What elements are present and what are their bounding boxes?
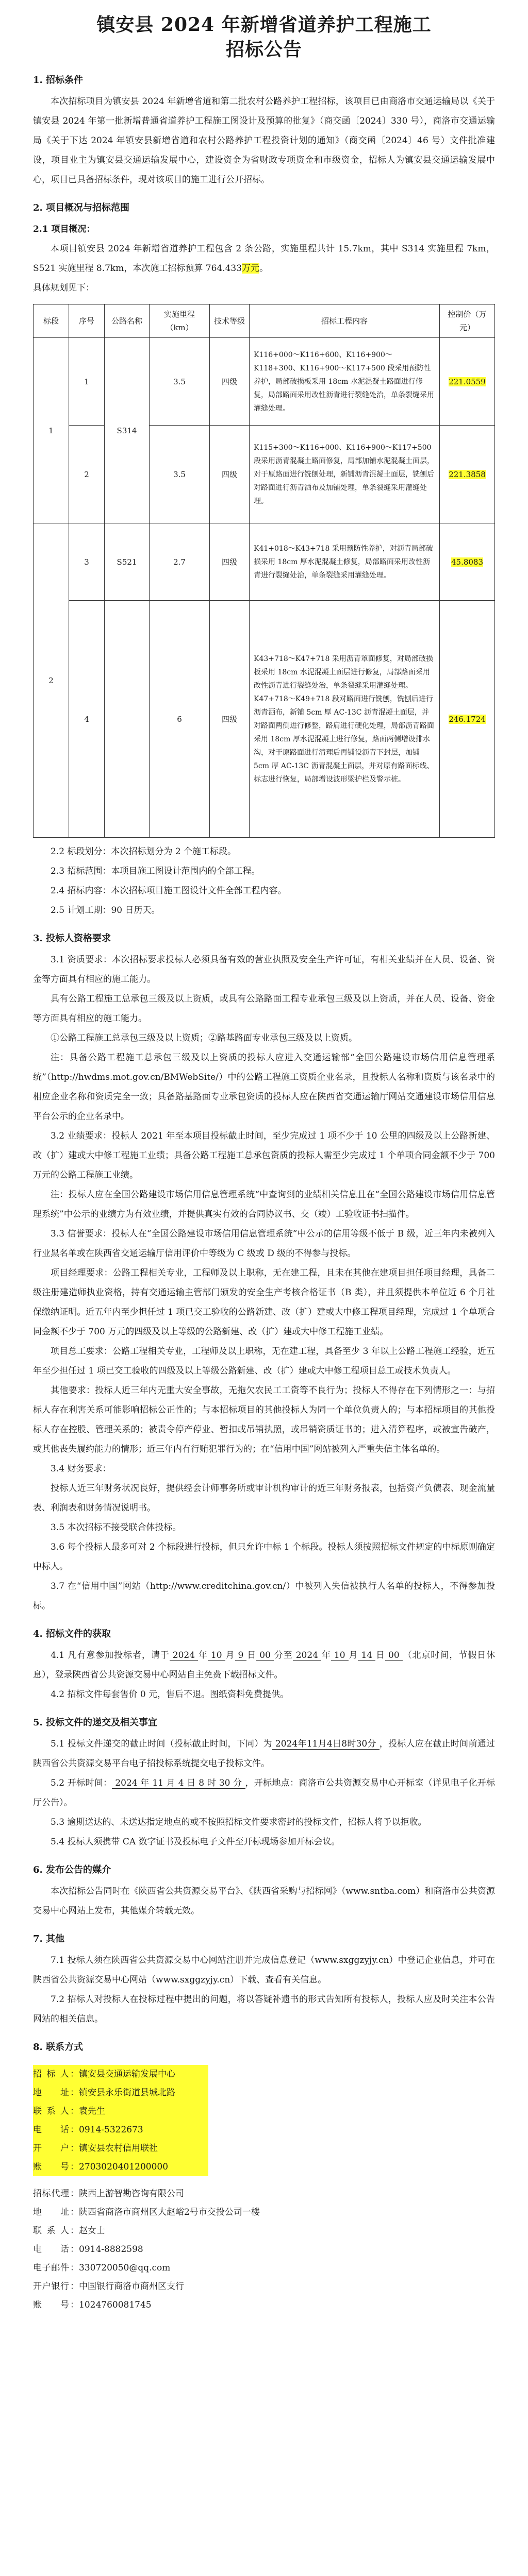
contact-key: 招标代理 [33, 2189, 69, 2199]
section-3-p4: 注：具备公路工程施工总承包三级及以上资质的投标人应进入交通运输部“全国公路建设市场信用信息管理系统”（http://hwdms.mot.gov.cn/BMWebSite/）中的公路工程施工资质企业名录，且投标人名称和资质与该名录中的相应企业名称和资质完全一致；具备路基路面专业承包资质的投标人应在陕西省交通运输厅网站交通建设市场信用信息平台公示的企业名录中。 [33, 1053, 495, 1122]
cell-grade: 四级 [210, 338, 250, 426]
section-1-heading: 1. 招标条件 [33, 75, 84, 86]
s4-year-label-2: 年 [321, 1650, 331, 1660]
cell-desc: K116+000～K116+600、K116+900～K118+300、K116+900～K117+500 段采用预防性养护，局部破损板采用 18cm 水泥混凝土路面进行修复，局部路面采用改性沥青进行裂缝处治，单条裂缝采用灌缝处理。 [250, 338, 440, 426]
s4-year2: 2024 [293, 1650, 321, 1661]
section-4-p2: 4.2 招标文件每套售价 0 元，售后不退。图纸资料免费提供。 [51, 1689, 289, 1700]
section-8-heading: 8. 联系方式 [33, 2042, 84, 2053]
th-desc: 招标工程内容 [250, 304, 440, 338]
section-2-4: 2.4 招标内容：本次招标项目施工图设计文件全部工程内容。 [51, 886, 287, 896]
cell-lot: 1 [34, 338, 69, 523]
price-value: 221.0559 [449, 377, 486, 386]
contact-value: 1024760081745 [79, 2300, 152, 2310]
th-grade: 技术等级 [210, 304, 250, 338]
section-3-p7: 3.3 信誉要求：投标人在“全国公路建设市场信用信息管理系统”中公示的信用等级不低于 B 级，近三年内未被列入行业黑名单或在陕西省交通运输厅信用评价中等级为 C 级或 D 级的不得参与投标。 [33, 1229, 495, 1259]
s5-open-place: ，开标地点：商洛市公共资源交易中心开标室（详见电子化开标厅公告）。 [33, 1778, 495, 1808]
s4-month-label: 月 [225, 1650, 235, 1660]
th-lot: 标段 [34, 304, 69, 338]
table-row [34, 426, 495, 523]
contact-row: 开户 ： 镇安县农村信用联社 [33, 2139, 208, 2158]
title-line-1: 镇安县 2024 年新增省道养护工程施工 [96, 14, 432, 36]
cell-road: S314 [105, 338, 150, 523]
section-3-p9: 项目总工要求：公路工程相关专业，工程师及以上职称，无在建工程，具备至少 3 年以上公路工程施工经验，近五年至少担任过 1 项已交工验收的四级及以上等级公路新建、改（扩）建或大中修工程项目总工或技术负责人。 [33, 1346, 495, 1376]
contact-key: 开户银行 [33, 2281, 69, 2292]
cell-grade: 四级 [210, 426, 250, 523]
contact-key: 电话 [33, 2244, 69, 2255]
section-3-p11: 3.4 财务要求： [51, 1464, 111, 1474]
section-3-p8: 项目经理要求：公路工程相关专业，工程师及以上职称，无在建工程，且未在其他在建项目担任项目经理，具备二级注册建造师执业资格，持有交通运输主管部门颁发的安全生产考核合格证书（B 类），并且须提供本单位近 6 个月社保缴纳证明。近五年内至少担任过 1 项已交工验收的公路新建、改（扩）建或大中修工程项目经理，完成过 1 个单项合同金额不少于 700 万元的四级及以上等级的公路新建、改（扩）建或大中修工程施工业绩。 [33, 1268, 495, 1337]
section-6-heading: 6. 发布公告的媒介 [33, 1865, 111, 1875]
s4-day2: 14 [358, 1650, 375, 1661]
cell-road-empty [105, 601, 150, 838]
contact-key: 联系人 [33, 2106, 69, 2116]
s5-open-date: 2024 年 11 月 4 日 8 时 30 分 [112, 1778, 245, 1789]
budget-unit: 万元 [242, 263, 260, 274]
price-value: 246.1724 [449, 714, 486, 724]
section-7-heading: 7. 其他 [33, 1934, 65, 1944]
contact-value: 赵女士 [79, 2226, 105, 2236]
cell-road: S521 [105, 523, 150, 601]
contact-value: 中国银行商洛市商州区支行 [79, 2281, 184, 2292]
th-seq: 序号 [69, 304, 105, 338]
s4-day-label-2: 日 [375, 1650, 385, 1660]
section-3-p13: 3.5 本次招标不接受联合体投标。 [51, 1522, 182, 1533]
contact-row: 电话 ： 0914-8882598 [33, 2240, 495, 2259]
contact-key: 地址 [33, 2088, 69, 2098]
contact-value: 2703020401200000 [79, 2162, 169, 2172]
contact-row: 地址 ： 镇安县永乐街道县城北路 [33, 2083, 208, 2102]
section-5-heading: 5. 投标文件的递交及相关事宜 [33, 1717, 158, 1728]
s4-time2: 00 [385, 1650, 403, 1661]
s4-day-label: 日 [246, 1650, 257, 1660]
cell-price [440, 338, 495, 426]
price-value: 45.8083 [451, 557, 484, 567]
s4-to: 分至 [273, 1650, 293, 1660]
cell-price [440, 601, 495, 838]
section-4-p1 [33, 1646, 495, 1685]
cell-seq: 1 [69, 338, 105, 426]
section-3-p6: 注：投标人应在全国公路建设市场信用信息管理系统“中查询到的业绩相关信息且在“全国公路建设市场信用信息管理系统”中公示的业绩方为有效业绩，并提供真实有效的合同协议书、交（竣）工验收证书扫描件。 [33, 1190, 495, 1219]
contact-value: 袁先生 [79, 2106, 105, 2116]
section-6-p1: 本次招标公告同时在《陕西省公共资源交易平台》、《陕西省采购与招标网》（www.sntba.com）和商洛市公共资源交易中心网站上发布，其他媒介转载无效。 [33, 1886, 495, 1916]
s5-deadline: 2024年11月4日8时30分 [272, 1739, 380, 1750]
contact-row: 电话 ： 0914-5322673 [33, 2121, 208, 2139]
contact-value: 0914-5322673 [79, 2125, 143, 2135]
contact-key: 账号 [33, 2162, 69, 2172]
section-3-p3: ①公路工程施工总承包三级及以上资质；②路基路面专业承包三级及以上资质。 [51, 1033, 357, 1043]
contact-key: 联系人 [33, 2226, 69, 2236]
section-5-p1 [33, 1734, 495, 1773]
section-5-p2 [33, 1773, 495, 1812]
section-7-p2: 7.2 招标人对投标人在投标过程中提出的问题，将以答疑补遗书的形式告知所有投标人，投标人应及时关注本公告网站的相关信息。 [33, 1994, 495, 2024]
tenderer-contacts [33, 2065, 495, 2176]
cell-price [440, 523, 495, 601]
section-3-p5: 3.2 业绩要求：投标人 2021 年至本项目投标截止时间，至少完成过 1 项不少于 10 公里的四级及以上公路新建、改（扩）建或大中修工程施工业绩；具备公路工程施工总承包资质的投标人需至少完成过 1 个单项合同金额不少于 700 万元的公路工程施工业绩。 [33, 1131, 495, 1180]
cell-desc: K41+018～K43+718 采用预防性养护，对沥青局部破损采用 18cm 厚水泥混凝土修复，局部路面采用改性沥青进行裂缝处治，单条裂缝采用灌缝处理。 [250, 523, 440, 601]
section-3-p1: 3.1 资质要求：本次招标要求投标人必须具备有效的营业执照及安全生产许可证，有相关业绩并在人员、设备、资金等方面具有相应的施工能力。 [33, 955, 495, 985]
contact-key: 电子邮件 [33, 2263, 69, 2273]
th-price: 控制价（万元） [440, 304, 495, 338]
section-2-heading: 2. 项目概况与招标范围 [33, 202, 130, 213]
contact-value[interactable]: 330720050@qq.com [79, 2263, 171, 2273]
section-3-p15: 3.7 在“信用中国”网站（http://www.creditchina.gov.cn/）中被列入失信被执行人名单的投标人，不得参加投标。 [33, 1581, 495, 1611]
contact-row: 联系人 ： 袁先生 [33, 2102, 208, 2121]
contact-key: 招标人 [33, 2069, 69, 2079]
contact-row: 开户银行 ： 中国银行商洛市商州区支行 [33, 2277, 495, 2296]
section-2-2: 2.2 标段划分：本次招标划分为 2 个施工标段。 [51, 846, 237, 857]
s4-year1: 2024 [170, 1650, 198, 1661]
contact-row: 联系人 ： 赵女士 [33, 2222, 495, 2240]
cell-km: 6 [150, 601, 210, 838]
s5-open-label: 5.2 开标时间： [51, 1778, 112, 1788]
s4-time1: 00 [256, 1650, 274, 1661]
section-3-p14: 3.6 每个投标人最多可对 2 个标段进行投标，但只允许中标 1 个标段。投标人须按照招标文件规定的中标原则确定中标人。 [33, 1542, 495, 1572]
section-7-p1: 7.1 投标人须在陕西省公共资源交易中心网站注册并完成信息登记（www.sxggzyjy.cn）中登记企业信息，并可在陕西省公共资源交易中心网站（www.sxggzyjy.cn）下载、查看有关信息。 [33, 1955, 495, 1985]
section-2-5: 2.5 计划工期：90 日历天。 [51, 905, 160, 916]
cell-desc: K43+718～K47+718 采用沥青罩面修复，对局部破损板采用 18cm 水泥混凝土面层进行修复，局部路面采用改性沥青进行裂缝处治，单条裂缝采用灌缝处理。K47+718～K49+718 段对路面进行铣刨，铣刨后进行沥青洒布，新铺 5cm 厚 AC-13C 沥青混凝土面层，并对路面两侧进行修整，路肩进行硬化处理，局部沥青路面采用 18cm 厚水泥混凝土进行修复，路面两侧增设排水沟，对于原路面进行清理后再铺设沥青下封层，加铺 5cm 厚 AC-13C 沥青混凝土面层，并对原有路面标线、标志进行恢复，局部增设波形梁护栏及警示桩。 [250, 601, 440, 838]
contact-value: 镇安县永乐街道县城北路 [79, 2088, 175, 2098]
contact-row: 账号 ： 1024760081745 [33, 2296, 495, 2314]
contact-value: 镇安县交通运输发展中心 [79, 2069, 175, 2079]
cell-price [440, 426, 495, 523]
contact-row: 地址 ： 陕西省商洛市商州区大赵峪2号市交投公司一楼 [33, 2203, 495, 2222]
cell-grade: 四级 [210, 601, 250, 838]
section-1-paragraph: 本次招标项目为镇安县 2024 年新增省道和第二批农村公路养护工程招标，该项目已由商洛市交通运输局以《关于镇安县 2024 年第一批新增普通省道养护工程施工图设计及预算的批复》（商交函〔2024〕330 号），商洛市交通运输局《关于下达 2024 年镇安县新增省道和农村公路养护工程投资计划的通知》（商交函〔2024〕46 号）文件批准建设，项目业主为镇安县交通运输发展中心，建设资金为省财政专项资金和市级资金，招标人为镇安县交通运输发展中心，项目已具备招标条件，现对该项目的施工进行公开招标。 [33, 96, 495, 185]
contact-key: 电话 [33, 2125, 69, 2135]
price-value: 221.3858 [449, 469, 486, 479]
cell-seq: 4 [69, 601, 105, 838]
section-2-1-heading: 2.1 项目概况： [33, 224, 95, 234]
cell-grade: 四级 [210, 523, 250, 601]
section-3-p10: 其他要求：投标人近三年内无重大安全事故，无拖欠农民工工资等不良行为；投标人不得存在下列情形之一：与招标人存在利害关系可能影响招标公正性的；与本招标项目的其他投标人为同一个单位负责人的；与本招标项目的其他投标人存在控股、管理关系的；被责令停产停业、暂扣或吊销执照，或吊销资质证书的；进入清算程序，或被宣告破产，或其他丧失履约能力的情形；近三年内有行贿犯罪行为的；在“信用中国”网站被列入严重失信主体名单的。 [33, 1385, 495, 1454]
cell-seq: 2 [69, 426, 105, 523]
contact-row: 招标代理 ： 陕西上游智勘咨询有限公司 [33, 2184, 495, 2203]
contact-row: 电子邮件 ： 330720050@qq.com [33, 2259, 495, 2277]
section-5-p4: 5.4 投标人须携带 CA 数字证书及投标电子文件至开标现场参加开标会议。 [51, 1837, 340, 1847]
cell-km: 2.7 [150, 523, 210, 601]
s5-text-a: 5.1 投标文件递交的截止时间（投标截止时间，下同）为 [51, 1739, 272, 1749]
s4-month-label-2: 月 [348, 1650, 358, 1660]
section-3-p12: 投标人近三年财务状况良好，提供经会计师事务所或审计机构审计的近三年财务报表，包括资产负债表、现金流量表、利润表和财务情况说明书。 [33, 1483, 495, 1513]
th-road: 公路名称 [105, 304, 150, 338]
contact-value: 陕西省商洛市商州区大赵峪2号市交投公司一楼 [79, 2207, 260, 2217]
contact-row: 招标人 ： 镇安县交通运输发展中心 [33, 2065, 208, 2083]
cell-lot: 2 [34, 523, 69, 838]
page-title [33, 12, 495, 62]
contact-key: 账号 [33, 2300, 69, 2310]
contact-value: 0914-8882598 [79, 2244, 143, 2255]
s4-month2: 10 [331, 1650, 349, 1661]
cell-km: 3.5 [150, 338, 210, 426]
contact-row: 账号 ： 2703020401200000 [33, 2158, 208, 2176]
s5-text-b: ，投标人应在截止时间前通过陕西省公共资源交易平台电子招投标系统提交电子投标文件。 [33, 1739, 495, 1769]
s4-text-g: （北京时间，节假日休息），登录陕西省公共资源交易中心网站自主免费下载招标文件。 [33, 1650, 496, 1680]
s4-year-label: 年 [198, 1650, 208, 1660]
th-km: 实施里程（km） [150, 304, 210, 338]
contact-value: 镇安县农村信用联社 [79, 2143, 158, 2154]
cell-desc: K115+300～K116+000、K116+900～K117+500 段采用沥青混凝土路面修复，局部加铺水泥混凝土面层，对于原路面进行铣刨处理，新铺沥青混凝土面层，铣刨后对路面进行沥青洒布及加铺处理，单条裂缝采用灌缝处理。 [250, 426, 440, 523]
section-4-heading: 4. 招标文件的获取 [33, 1629, 111, 1639]
table-header-row [34, 304, 495, 338]
s4-month1: 10 [208, 1650, 225, 1661]
agent-contacts [33, 2184, 495, 2314]
contact-key: 开户 [33, 2143, 69, 2154]
s4-day1: 9 [235, 1650, 247, 1661]
section-5-p3: 5.3 逾期送达的、未送达指定地点的或不按照招标文件要求密封的投标文件，招标人将予以拒收。 [51, 1817, 427, 1827]
cell-km: 3.5 [150, 426, 210, 523]
table-row [34, 338, 495, 426]
s4-text-a: 4.1 凡有意参加投标者，请于 [51, 1650, 170, 1660]
budget-text: 本项目镇安县 2024 年新增省道养护工程包含 2 条公路，实施里程共计 15.7km，其中 S314 实施里程 7km，S521 实施里程 8.7km，本次施工招标预算 764.433 [33, 244, 495, 274]
section-2-3: 2.3 招标范围：本项目施工图设计范围内的全部工程。 [51, 866, 260, 876]
table-row [34, 523, 495, 601]
section-3-heading: 3. 投标人资格要求 [33, 933, 111, 944]
contact-value: 陕西上游智勘咨询有限公司 [79, 2189, 184, 2199]
title-line-2: 招标公告 [225, 39, 302, 60]
cell-seq: 3 [69, 523, 105, 601]
contact-key: 地址 [33, 2207, 69, 2217]
lots-table [33, 304, 495, 838]
plan-intro: 具体规划见下： [33, 283, 94, 293]
table-row [34, 601, 495, 838]
section-2-1-paragraph [33, 239, 495, 278]
budget-end: 。 [259, 263, 269, 274]
section-3-p2: 具有公路工程施工总承包三级及以上资质，或具有公路路面工程专业承包三级及以上资质，并在人员、设备、资金等方面具有相应的施工能力。 [33, 994, 495, 1024]
